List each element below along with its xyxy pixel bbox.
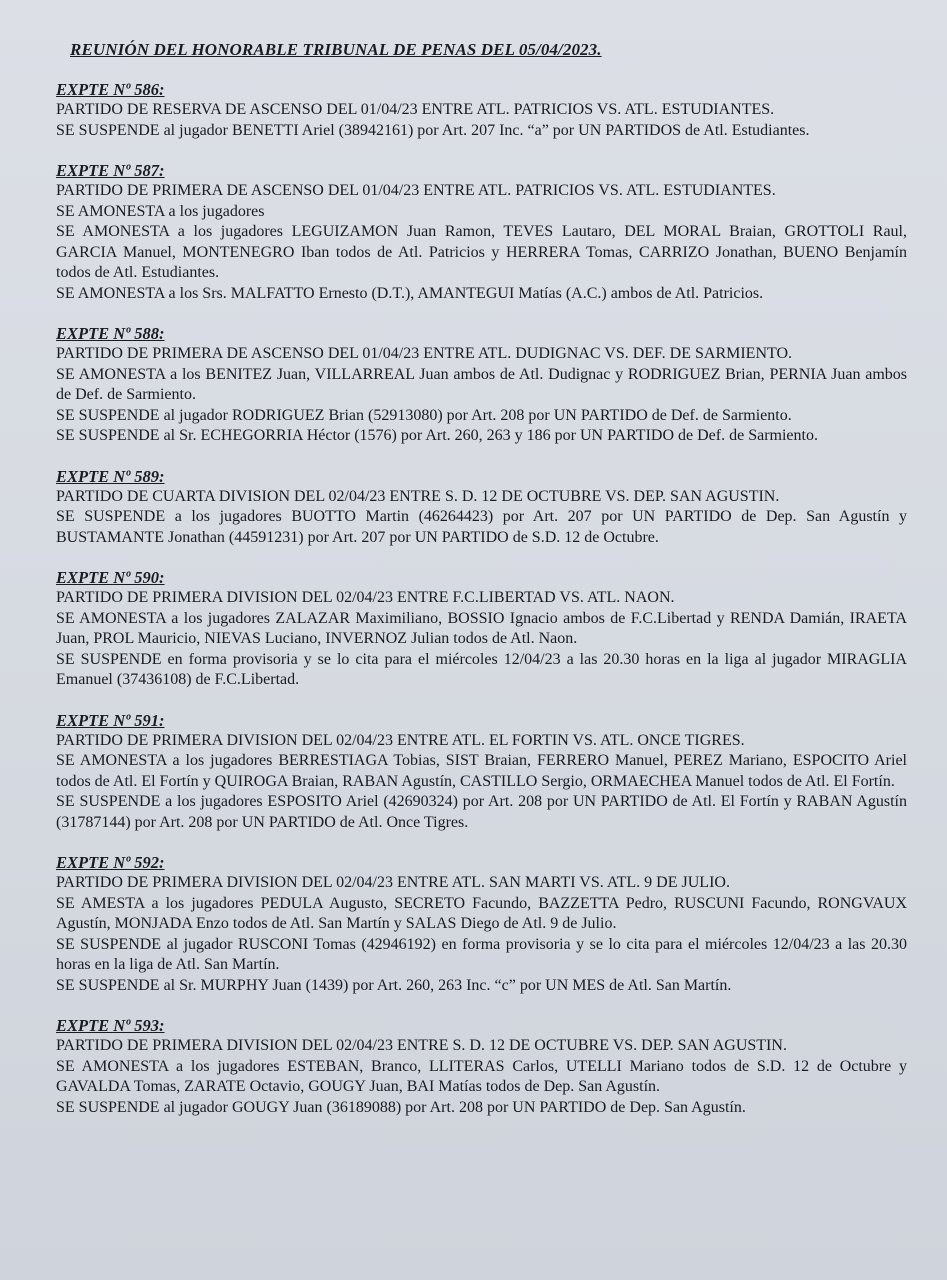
expediente-header: EXPTE Nº 590: [56,568,165,587]
expediente-591 [56,711,907,834]
expediente-line: PARTIDO DE RESERVA DE ASCENSO DEL 01/04/23 ENTRE ATL. PATRICIOS VS. ATL. ESTUDIANTES. [56,101,775,118]
expediente-line: SE SUSPENDE al Sr. MURPHY Juan (1439) por Art. 260, 263 Inc. “c” por UN MES de Atl. San Martín. [56,976,732,994]
expediente-line: SE AMONESTA a los jugadores ESTEBAN, Branco, LLITERAS Carlos, UTELLI Mariano todos de S.D. 12 de Octubre y GAVALDA Tomas, ZARATE Octavio, GOUGY Juan, BAI Matías todos de Dep. San Agustín. [56,1057,907,1095]
expediente-header: EXPTE Nº 588: [56,324,165,343]
expediente-line: SE SUSPENDE al jugador RODRIGUEZ Brian (52913080) por Art. 208 por UN PARTIDO de Def. de Sarmiento. [56,406,792,424]
expediente-line: PARTIDO DE PRIMERA DIVISION DEL 02/04/23 ENTRE S. D. 12 DE OCTUBRE VS. DEP. SAN AGUSTIN. [56,1037,787,1054]
expediente-line: SE SUSPENDE en forma provisoria y se lo cita para el miércoles 12/04/23 a las 20.30 horas en la liga al jugador MIRAGLIA Emanuel (37436108) de F.C.Libertad. [56,650,907,688]
expediente-line: SE AMONESTA a los jugadores [56,202,265,220]
expediente-line: SE AMONESTA a los Srs. MALFATTO Ernesto (D.T.), AMANTEGUI Matías (A.C.) ambos de Atl. Patricios. [56,284,764,302]
expediente-line: SE AMONESTA a los BENITEZ Juan, VILLARREAL Juan ambos de Atl. Dudignac y RODRIGUEZ Brian, PERNIA Juan ambos de Def. de Sarmiento. [56,365,907,403]
expediente-header: EXPTE Nº 593: [56,1016,165,1035]
expediente-header: EXPTE Nº 592: [56,853,165,872]
expediente-588 [56,324,907,447]
expediente-line: SE AMONESTA a los jugadores LEGUIZAMON Juan Ramon, TEVES Lautaro, DEL MORAL Braian, GROTTOLI Raul, GARCIA Manuel, MONTENEGRO Iban todos de Atl. Patricios y HERRERA Tomas, CARRIZO Jonathan, BUENO Benjamín todos de Atl. Estudiantes. [56,223,907,281]
expediente-590 [56,568,907,691]
expediente-line: PARTIDO DE PRIMERA DE ASCENSO DEL 01/04/23 ENTRE ATL. PATRICIOS VS. ATL. ESTUDIANTES. [56,182,776,199]
expediente-line: SE SUSPENDE al Sr. ECHEGORRIA Héctor (1576) por Art. 260, 263 y 186 por UN PARTIDO de Def. de Sarmiento. [56,427,818,444]
document-title: REUNIÓN DEL HONORABLE TRIBUNAL DE PENAS DEL 05/04/2023. [70,40,602,59]
expediente-line: PARTIDO DE CUARTA DIVISION DEL 02/04/23 ENTRE S. D. 12 DE OCTUBRE VS. DEP. SAN AGUSTIN. [56,487,780,505]
expediente-line: SE SUSPENDE al jugador BENETTI Ariel (38942161) por Art. 207 Inc. “a” por UN PARTIDOS de Atl. Estudiantes. [56,121,810,139]
expediente-line: SE AMONESTA a los jugadores BERRESTIAGA Tobias, SIST Braian, FERRERO Manuel, PEREZ Mariano, ESPOCITO Ariel todos de Atl. El Fortín y QUIROGA Braian, RABAN Agustín, CASTILLO Sergio, ORMAECHEA Manuel todos de Atl. El Fortín. [56,752,907,790]
expediente-line: PARTIDO DE PRIMERA DE ASCENSO DEL 01/04/23 ENTRE ATL. DUDIGNAC VS. DEF. DE SARMIENTO. [56,345,793,362]
expediente-587 [56,161,907,304]
expediente-line: PARTIDO DE PRIMERA DIVISION DEL 02/04/23 ENTRE F.C.LIBERTAD VS. ATL. NAON. [56,589,675,606]
expediente-header: EXPTE Nº 591: [56,710,165,730]
expediente-593 [56,1016,907,1118]
expediente-line: SE SUSPENDE al jugador GOUGY Juan (36189088) por Art. 208 por UN PARTIDO de Dep. San Agustín. [56,1098,746,1116]
expediente-589 [56,467,907,549]
expediente-592 [56,853,907,996]
expediente-line: PARTIDO DE PRIMERA DIVISION DEL 02/04/23 ENTRE ATL. SAN MARTI VS. ATL. 9 DE JULIO. [56,874,730,891]
expediente-line: SE SUSPENDE a los jugadores BUOTTO Martin (46264423) por Art. 207 por UN PARTIDO de Dep. San Agustín y BUSTAMANTE Jonathan (44591231) por Art. 207 por UN PARTIDO de S.D. 12 de Octubre. [56,508,907,546]
expediente-line: SE AMONESTA a los jugadores ZALAZAR Maximiliano, BOSSIO Ignacio ambos de F.C.Libertad y RENDA Damián, IRAETA Juan, PROL Mauricio, NIEVAS Luciano, INVERNOZ Julian todos de Atl. Naon. [56,609,907,647]
expediente-line: SE SUSPENDE a los jugadores ESPOSITO Ariel (42690324) por Art. 208 por UN PARTIDO de Atl. El Fortín y RABAN Agustín (31787144) por Art. 208 por UN PARTIDO de Atl. Once Tigres. [56,793,907,831]
expediente-586 [56,80,907,141]
expediente-line: SE AMESTA a los jugadores PEDULA Augusto, SECRETO Facundo, BAZZETTA Pedro, RUSCUNI Facundo, RONGVAUX Agustín, MONJADA Enzo todos de Atl. San Martín y SALAS Diego de Atl. 9 de Julio. [56,894,907,932]
expediente-header: EXPTE Nº 587: [56,161,165,180]
expediente-header: EXPTE Nº 586: [56,80,165,99]
expediente-line: PARTIDO DE PRIMERA DIVISION DEL 02/04/23 ENTRE ATL. EL FORTIN VS. ATL. ONCE TIGRES. [56,731,745,749]
expediente-header: EXPTE Nº 589: [56,466,165,486]
expediente-line: SE SUSPENDE al jugador RUSCONI Tomas (42946192) en forma provisoria y se lo cita para el miércoles 12/04/23 a las 20.30 horas en la liga de Atl. San Martín. [56,935,907,973]
